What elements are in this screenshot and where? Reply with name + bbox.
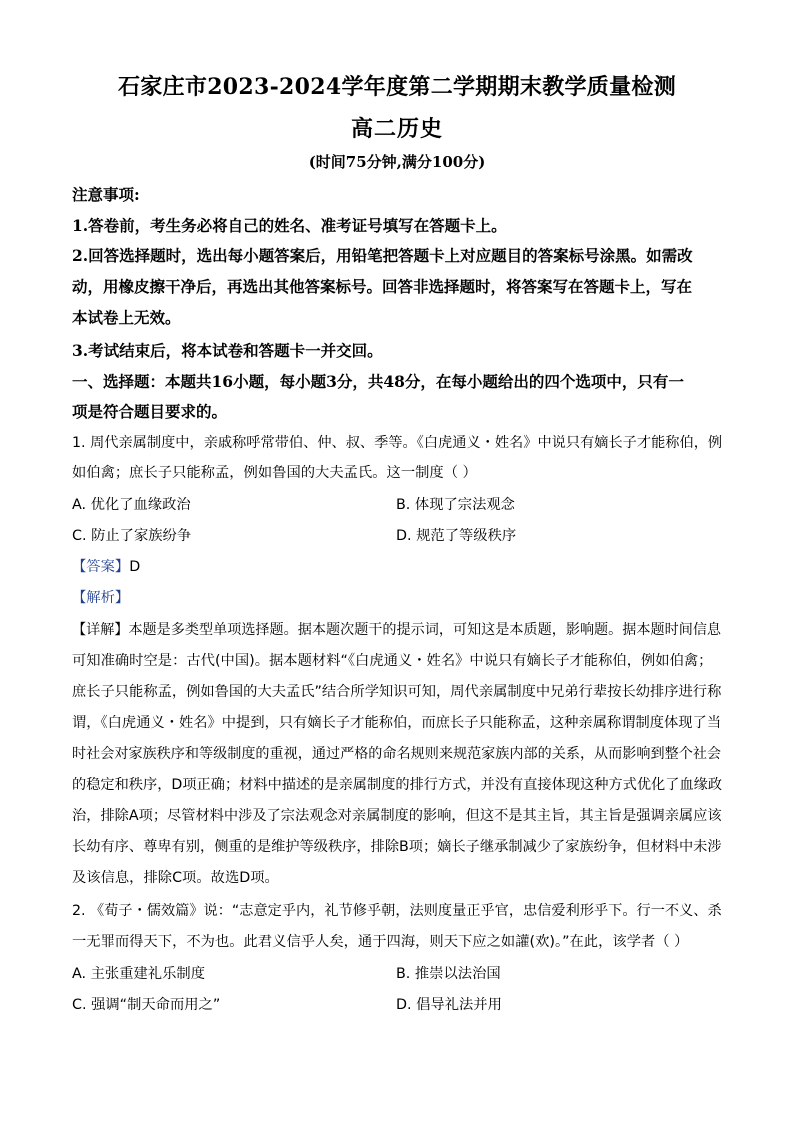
q1-stem-line-1: 1. 周代亲属制度中，亲戚称呼常带伯、仲、叔、季等。《白虎通义・姓名》中说只有嫡长子才能称伯，例 xyxy=(72,435,723,451)
notice-item-1: 1.答卷前，考生务必将自己的姓名、准考证号填写在答题卡上。 xyxy=(72,216,507,235)
q1-option-a: A. 优化了血缘政治 xyxy=(72,497,191,513)
q2-option-d: D. 倡导礼法并用 xyxy=(396,997,502,1013)
q1-stem-line-2: 如伯禽；庶长子只能称孟，例如鲁国的大夫孟氏。这一制度（ ） xyxy=(72,465,477,481)
q1-detail-line-4: 谓，《白虎通义・姓名》中提到，只有嫡长子才能称伯，而庶长子只能称孟，这种亲属称谓制度体现了当 xyxy=(72,715,722,731)
q2-stem-line-1: 2. 《荀子・儒效篇》说：“志意定乎内，礼节修乎朝，法则度量正乎官，忠信爱利形乎下。行一不义、杀 xyxy=(72,903,722,919)
q1-detail-line-2: 可知准确时空是：古代(中国)。据本题材料“《白虎通义・姓名》中说只有嫡长子才能称伯，例如伯禽； xyxy=(72,653,713,669)
answer-value: D xyxy=(129,559,141,575)
q1-detail-line-1 xyxy=(72,619,721,639)
q2-option-b: B. 推崇以法治国 xyxy=(396,966,501,982)
section-heading-line-1: 一、选择题：本题共16小题，每小题3分，共48分，在每小题给出的四个选项中，只有一 xyxy=(72,372,684,391)
q2-stem-line-2: 一无罪而得天下，不为也。此君义信乎人矣，通于四海，则天下应之如讙(欢)。”在此，该学者（ ） xyxy=(72,934,689,950)
q1-option-d: D. 规范了等级秩序 xyxy=(396,528,517,544)
q1-analysis-tag: 【解析】 xyxy=(72,590,130,606)
q1-option-c: C. 防止了家族纷争 xyxy=(72,528,192,544)
q1-detail-line-8: 长幼有序、尊卑有别，侧重的是维护等级秩序，排除B项；嫡长子继承制减少了家族纷争，但材料中未涉 xyxy=(72,839,722,855)
q1-detail-line-6: 的稳定和秩序，D项正确；材料中描述的是亲属制度的排行方式，并没有直接体现这种方式优化了血缘政 xyxy=(72,777,723,793)
q1-detail-line-3: 庶长子只能称孟，例如鲁国的大夫孟氏”结合所学知识可知，周代亲属制度中兄弟行辈按长幼排序进行称 xyxy=(72,684,722,700)
notice-heading: 注意事项: xyxy=(72,185,140,204)
answer-tag: 【答案】 xyxy=(72,559,130,575)
detail-text: 本题是多类型单项选择题。据本题次题干的提示词，可知这是本质题，影响题。据本题时间信息 xyxy=(128,622,722,638)
q1-detail-line-5: 时社会对家族秩序和等级制度的重视，通过严格的命名规则来规范家族内部的关系，从而影响到整个社会 xyxy=(72,746,722,762)
q1-answer xyxy=(72,556,140,576)
q1-detail-line-9: 及该信息，排除C项。故选D项。 xyxy=(72,870,279,886)
detail-tag: 【详解】 xyxy=(72,622,129,638)
time-info: (时间75分钟,满分100分) xyxy=(308,153,486,171)
subject-title: 高二历史 xyxy=(350,116,443,142)
notice-item-3: 3.考试结束后，将本试卷和答题卡一并交回。 xyxy=(72,341,383,360)
q1-option-b: B. 体现了宗法观念 xyxy=(396,497,515,513)
q2-option-c: C. 强调“制天命而用之” xyxy=(72,997,221,1013)
exam-title: 石家庄市2023-2024学年度第二学期期末教学质量检测 xyxy=(118,74,676,100)
section-heading-line-2: 项是符合题目要求的。 xyxy=(72,402,228,421)
q2-option-a: A. 主张重建礼乐制度 xyxy=(72,966,205,982)
notice-item-2-line-3: 本试卷上无效。 xyxy=(72,308,181,327)
notice-item-2-line-1: 2.回答选择题时，选出每小题答案后，用铅笔把答题卡上对应题目的答案标号涂黑。如需改 xyxy=(72,246,693,265)
notice-item-2-line-2: 动，用橡皮擦干净后，再选出其他答案标号。回答非选择题时，将答案写在答题卡上，写在 xyxy=(72,277,693,296)
q1-detail-line-7: 治，排除A项；尽管材料中涉及了宗法观念对亲属制度的影响，但这不是其主旨，其主旨是强调亲属应该 xyxy=(72,808,722,824)
